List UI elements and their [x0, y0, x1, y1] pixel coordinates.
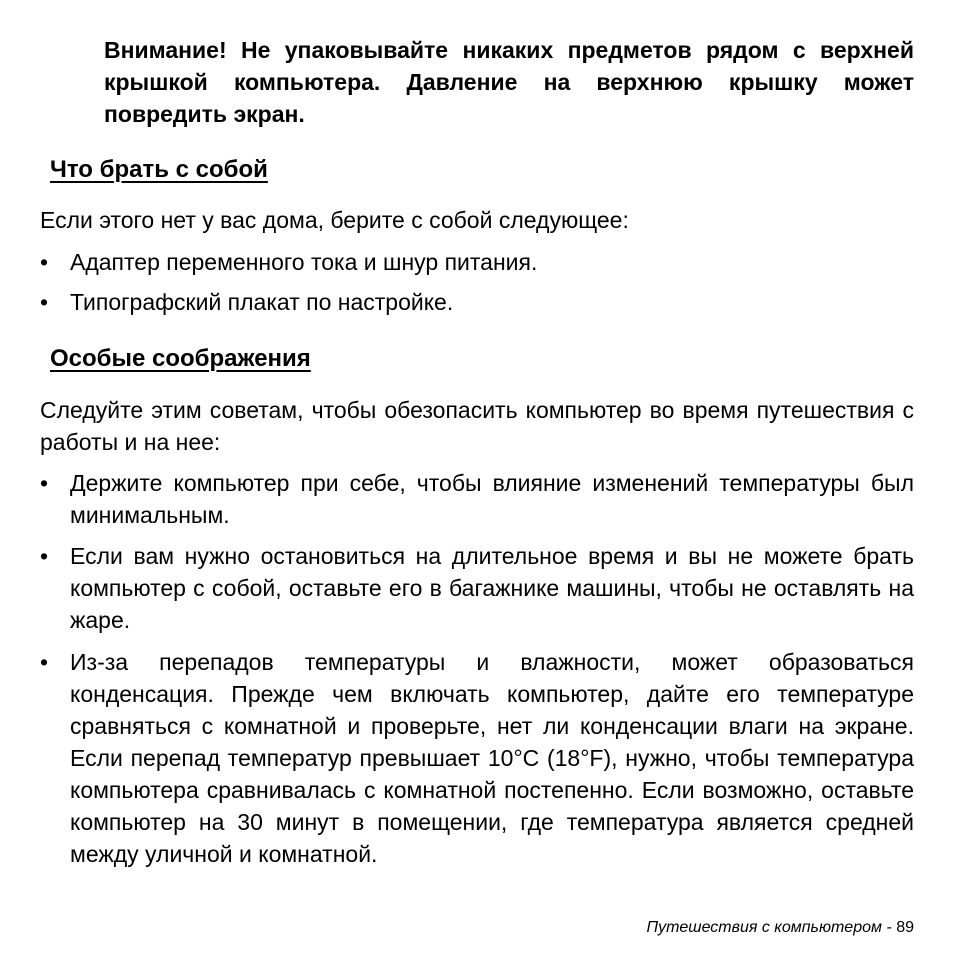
list-item — [40, 646, 914, 870]
bullet-icon: • — [40, 543, 49, 569]
heading-what-to-bring: Что брать с собой — [50, 156, 268, 183]
list-item — [40, 286, 914, 318]
bullet-icon: • — [40, 470, 49, 496]
page-footer — [560, 918, 914, 938]
warning-note: Внимание! Не упаковывайте никаких предметов рядом с верхней крышкой компьютера. Давление на верхнюю крышку может повредить экран. — [104, 37, 914, 127]
list-item-text: Из-за перепадов температуры и влажности, может образоваться конденсация. Прежде чем включать компьютер, дайте его температуре сравняться с комнатной и проверьте, нет ли конденсации влаги на экране. Если перепад температур превышает 10°C (18°F), нужно, чтобы температура компьютера сравнивалась с комнатной постепенно. Если возможно, оставьте компьютер на 30 минут в помещении, где температура является средней между уличной и комнатной. — [70, 649, 914, 867]
bullet-icon: • — [40, 289, 49, 315]
list-item — [40, 540, 914, 636]
intro-what-to-bring: Если этого нет у вас дома, берите с собой следующее: — [40, 207, 629, 233]
intro-special-considerations: Следуйте этим советам, чтобы обезопасить компьютер во время путешествия с работы и на нее: — [40, 397, 914, 455]
list-item-text: Адаптер переменного тока и шнур питания. — [70, 249, 538, 275]
bullet-icon: • — [40, 249, 49, 275]
bullet-icon: • — [40, 649, 49, 675]
list-item-text: Держите компьютер при себе, чтобы влияние изменений температуры был минимальным. — [70, 470, 914, 528]
list-item — [40, 467, 914, 531]
heading-special-considerations: Особые соображения — [50, 345, 311, 372]
list-item-text: Типографский плакат по настройке. — [70, 289, 454, 315]
list-item-text: Если вам нужно остановиться на длительное время и вы не можете брать компьютер с собой, оставьте его в багажнике машины, чтобы не оставлять на жаре. — [70, 543, 914, 633]
page-number: 89 — [896, 919, 914, 936]
list-item — [40, 246, 914, 278]
footer-section-title: Путешествия с компьютером - — [646, 919, 892, 936]
